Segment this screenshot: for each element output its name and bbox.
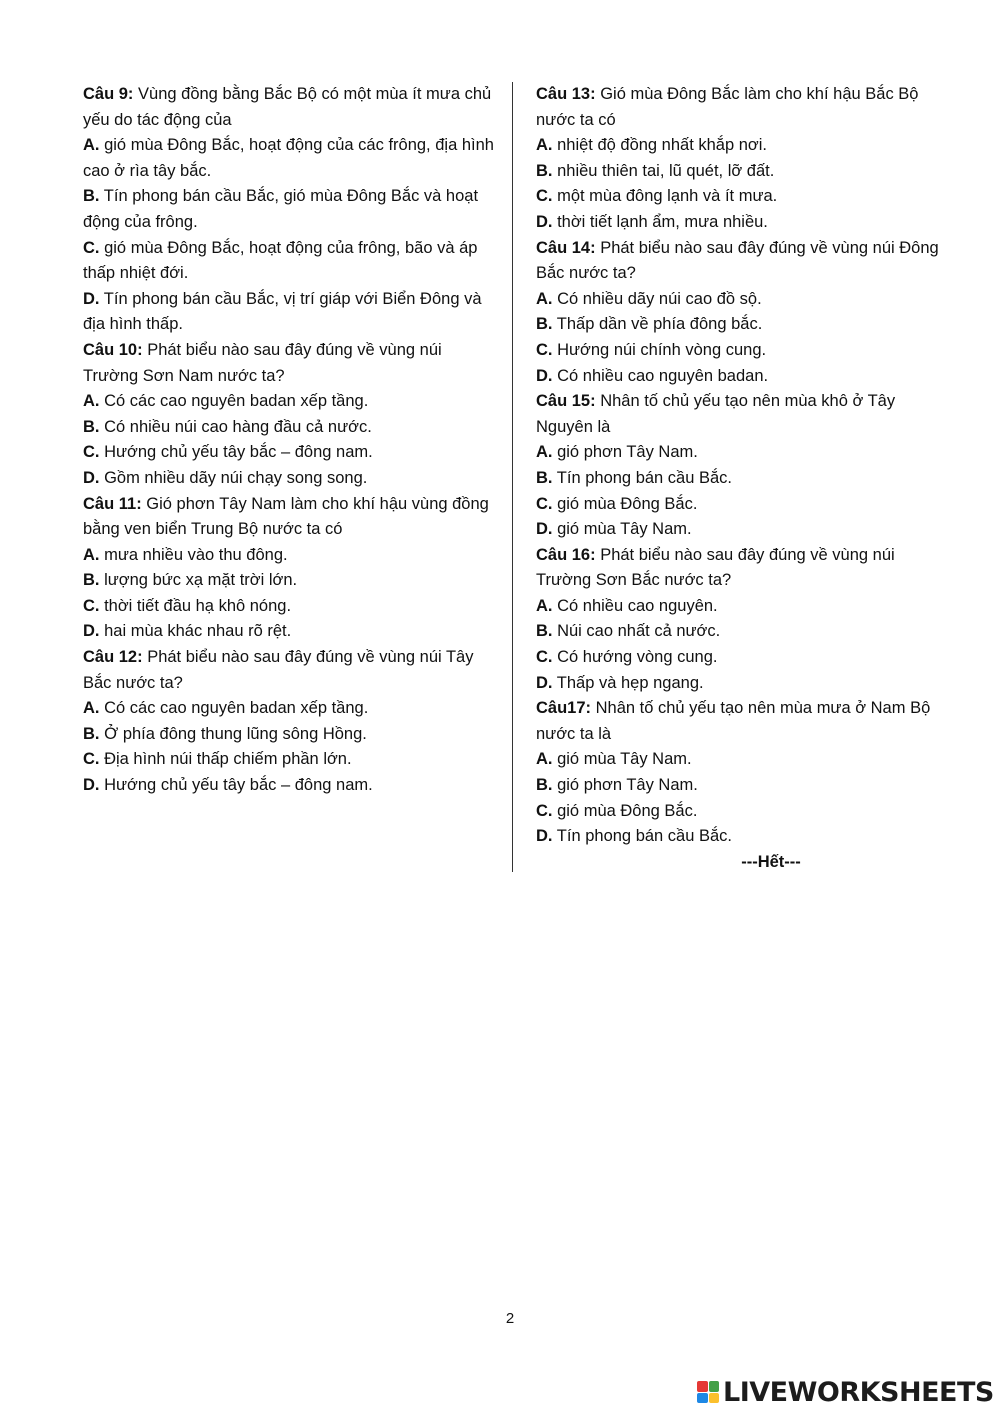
question-number: Câu 16: [536, 545, 596, 564]
answer-option [536, 799, 946, 825]
question-text: Phát biểu nào sau đây đúng về vùng núi Trường Sơn Nam nước ta? [83, 340, 442, 385]
answer-option [536, 338, 946, 364]
answer-option [536, 824, 946, 850]
option-text: Tín phong bán cầu Bắc. [556, 827, 733, 846]
option-letter: D. [536, 673, 553, 692]
option-text: thời tiết lạnh ẩm, mưa nhiều. [557, 212, 768, 231]
answer-option [83, 773, 495, 799]
option-letter: D. [83, 289, 100, 308]
question-number: Câu 14: [536, 238, 596, 257]
answer-option [83, 236, 495, 287]
option-letter: D. [83, 468, 100, 487]
option-letter: D. [83, 776, 100, 795]
answer-option [83, 568, 495, 594]
logo-square-yellow [709, 1393, 720, 1404]
right-column [536, 82, 946, 875]
question-text: Phát biểu nào sau đây đúng về vùng núi Trường Sơn Bắc nước ta? [536, 545, 895, 590]
option-text: gió mùa Đông Bắc, hoạt động của frông, bão và áp thấp nhiệt đới. [83, 238, 478, 283]
answer-option [536, 517, 946, 543]
option-letter: C. [536, 648, 553, 667]
option-letter: B. [536, 776, 553, 795]
option-letter: C. [83, 443, 100, 462]
option-letter: C. [536, 494, 553, 513]
question-number: Câu 10: [83, 340, 143, 359]
logo-square-red [697, 1381, 708, 1392]
option-letter: B. [536, 161, 553, 180]
answer-option [83, 133, 495, 184]
option-letter: C. [83, 238, 100, 257]
answer-option [536, 364, 946, 390]
answer-option [536, 133, 946, 159]
answer-option [83, 184, 495, 235]
option-letter: C. [83, 750, 100, 769]
option-text: Có nhiều cao nguyên. [557, 596, 718, 615]
answer-option [83, 287, 495, 338]
option-letter: A. [536, 750, 553, 769]
answer-option [536, 619, 946, 645]
option-text: hai mùa khác nhau rõ rệt. [104, 622, 292, 641]
option-text: lượng bức xạ mặt trời lớn. [104, 571, 298, 590]
option-text: nhiều thiên tai, lũ quét, lỡ đất. [557, 161, 775, 180]
question-text: Nhân tố chủ yếu tạo nên mùa mưa ở Nam Bộ nước ta là [536, 699, 931, 743]
liveworksheets-logo-icon [697, 1381, 719, 1403]
option-letter: A. [536, 289, 553, 308]
question-number: Câu 15: [536, 392, 596, 411]
question [536, 82, 946, 133]
brand-watermark [697, 1377, 994, 1407]
answer-option [536, 645, 946, 671]
option-letter: C. [536, 187, 553, 206]
answer-option [536, 159, 946, 185]
question [536, 696, 946, 747]
answer-option [83, 389, 495, 415]
end-marker: ---Hết--- [741, 852, 801, 871]
option-letter: C. [536, 340, 553, 359]
answer-option [83, 594, 495, 620]
question [83, 338, 495, 389]
question-number: Câu 11: [83, 494, 142, 513]
question-text: Gió phơn Tây Nam làm cho khí hậu vùng đồng bằng ven biển Trung Bộ nước ta có [83, 494, 489, 539]
option-letter: A. [83, 392, 100, 411]
answer-option [536, 747, 946, 773]
answer-option [83, 619, 495, 645]
option-text: gió mùa Đông Bắc. [557, 801, 698, 820]
question [83, 645, 495, 696]
answer-option [83, 722, 495, 748]
option-text: gió mùa Tây Nam. [557, 520, 692, 539]
option-text: Tín phong bán cầu Bắc, vị trí giáp với Biển Đông và địa hình thấp. [83, 289, 482, 334]
option-text: gió mùa Tây Nam. [557, 750, 692, 769]
logo-square-green [709, 1381, 720, 1392]
option-text: Núi cao nhất cả nước. [557, 622, 721, 641]
answer-option [83, 543, 495, 569]
answer-option [536, 466, 946, 492]
option-text: Thấp dần về phía đông bắc. [556, 315, 763, 334]
option-text: Có nhiều cao nguyên badan. [557, 366, 769, 385]
answer-option [536, 440, 946, 466]
option-text: một mùa đông lạnh và ít mưa. [557, 187, 778, 206]
answer-option [83, 466, 495, 492]
page-number: 2 [505, 1310, 515, 1327]
option-letter: B. [83, 724, 100, 743]
option-text: Có nhiều núi cao hàng đầu cả nước. [104, 417, 372, 436]
option-text: thời tiết đầu hạ khô nóng. [104, 596, 292, 615]
option-text: Địa hình núi thấp chiếm phần lớn. [104, 750, 352, 769]
option-letter: A. [536, 136, 553, 155]
answer-option [536, 312, 946, 338]
option-letter: D. [536, 827, 553, 846]
option-letter: D. [83, 622, 100, 641]
option-letter: C. [83, 596, 100, 615]
option-text: Ở phía đông thung lũng sông Hồng. [104, 724, 367, 743]
option-text: Tín phong bán cầu Bắc, gió mùa Đông Bắc và hoạt động của frông. [83, 187, 479, 231]
question [536, 543, 946, 594]
option-letter: B. [83, 417, 100, 436]
brand-name: LIVEWORKSHEETS [723, 1376, 994, 1408]
question-text: Phát biểu nào sau đây đúng về vùng núi Tây Bắc nước ta? [83, 648, 474, 692]
question [83, 82, 495, 133]
answer-option [83, 696, 495, 722]
answer-option [536, 492, 946, 518]
answer-option [536, 184, 946, 210]
option-text: Hướng chủ yếu tây bắc – đông nam. [104, 443, 373, 462]
option-text: Thấp và hẹp ngang. [556, 673, 704, 692]
question [83, 492, 495, 543]
option-text: gió mùa Đông Bắc. [557, 494, 698, 513]
option-text: gió mùa Đông Bắc, hoạt động của các frông, địa hình cao ở rìa tây bắc. [83, 136, 494, 180]
option-letter: A. [536, 443, 553, 462]
option-letter: B. [83, 187, 100, 206]
option-text: mưa nhiều vào thu đông. [104, 545, 288, 564]
option-text: Có các cao nguyên badan xếp tầng. [104, 392, 369, 411]
option-text: Hướng núi chính vòng cung. [557, 340, 767, 359]
option-letter: B. [536, 468, 553, 487]
column-divider [512, 82, 513, 872]
option-letter: A. [83, 545, 100, 564]
answer-option [536, 671, 946, 697]
question [536, 236, 946, 287]
option-text: Có các cao nguyên badan xếp tầng. [104, 699, 369, 718]
question [536, 389, 946, 440]
option-text: Có nhiều dãy núi cao đồ sộ. [557, 289, 762, 308]
option-letter: C. [536, 801, 553, 820]
option-letter: B. [536, 622, 553, 641]
option-text: Có hướng vòng cung. [557, 648, 718, 667]
answer-option [536, 594, 946, 620]
option-text: Hướng chủ yếu tây bắc – đông nam. [104, 776, 373, 795]
option-letter: A. [536, 596, 553, 615]
option-text: nhiệt độ đồng nhất khắp nơi. [557, 136, 767, 155]
option-letter: D. [536, 212, 553, 231]
option-letter: A. [83, 699, 100, 718]
question-text: Vùng đồng bằng Bắc Bộ có một mùa ít mưa chủ yếu do tác động của [83, 85, 492, 129]
option-letter: B. [83, 571, 100, 590]
question-number: Câu 9: [83, 85, 134, 103]
option-letter: D. [536, 520, 553, 539]
question-number: Câu 13: [536, 85, 596, 103]
answer-option [536, 773, 946, 799]
answer-option [536, 210, 946, 236]
left-column [83, 82, 495, 799]
question-text: Phát biểu nào sau đây đúng về vùng núi Đông Bắc nước ta? [536, 238, 939, 283]
logo-square-blue [697, 1393, 708, 1404]
question-number: Câu 12: [83, 648, 143, 667]
answer-option [83, 747, 495, 773]
answer-option [83, 415, 495, 441]
question-number: Câu17: [536, 699, 592, 718]
question-text: Gió mùa Đông Bắc làm cho khí hậu Bắc Bộ nước ta có [536, 85, 919, 129]
option-letter: A. [83, 136, 100, 155]
option-text: Gồm nhiều dãy núi chạy song song. [104, 468, 368, 487]
answer-option [83, 440, 495, 466]
question-text: Nhân tố chủ yếu tạo nên mùa khô ở Tây Nguyên là [536, 392, 896, 436]
option-text: Tín phong bán cầu Bắc. [556, 468, 733, 487]
answer-option [536, 287, 946, 313]
option-text: gió phơn Tây Nam. [557, 776, 698, 795]
option-text: gió phơn Tây Nam. [557, 443, 698, 462]
option-letter: B. [536, 315, 553, 334]
option-letter: D. [536, 366, 553, 385]
